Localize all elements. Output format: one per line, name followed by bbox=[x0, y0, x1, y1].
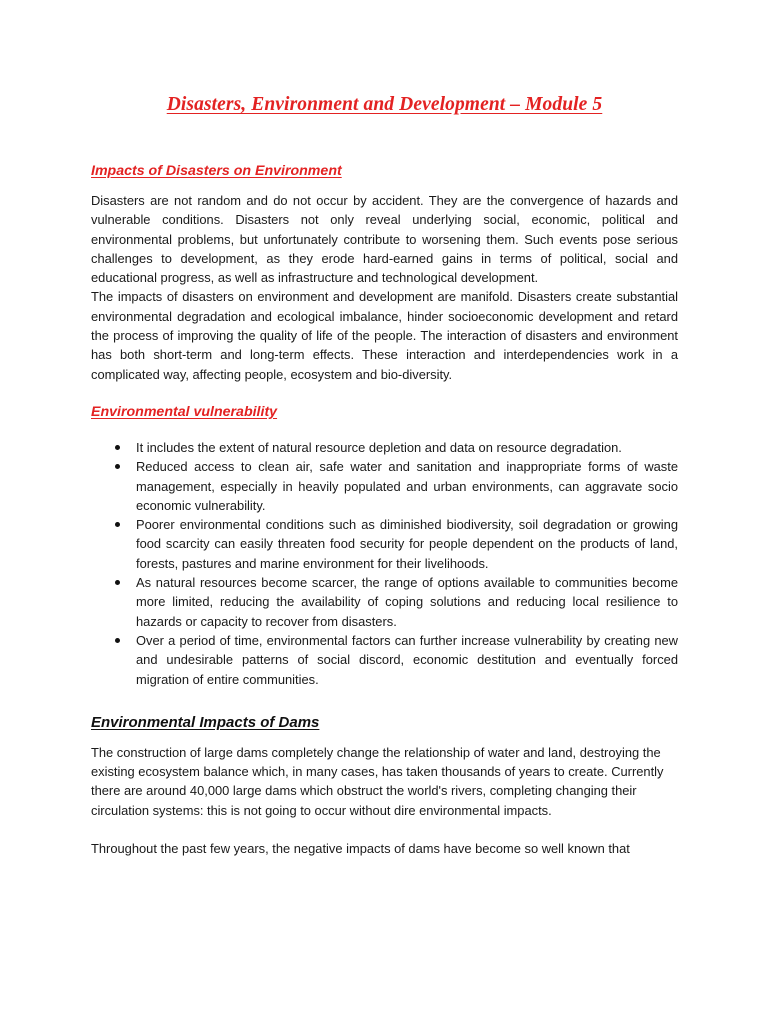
list-item-text: Over a period of time, environmental factors can further increase vulnerability by creating new and undesirable patterns of social discord, economic destitution and eventually forced migration of entire communities. bbox=[136, 632, 678, 687]
section-heading-vulnerability: Environmental vulnerability bbox=[91, 403, 278, 420]
bullet-icon bbox=[115, 464, 120, 469]
vulnerability-bullet-list bbox=[91, 438, 678, 689]
section-heading-dams: Environmental Impacts of Dams bbox=[91, 713, 320, 731]
list-item bbox=[91, 515, 678, 573]
section-heading-impacts: Impacts of Disasters on Environment bbox=[91, 163, 342, 179]
bullet-icon bbox=[115, 638, 120, 643]
list-item-text: Poorer environmental conditions such as diminished biodiversity, soil degradation or growing food scarcity can easily threaten food security for people dependent on the products of land, forests, pastures and marine environment for their livelihoods. bbox=[136, 517, 678, 571]
impacts-paragraph-2: The impacts of disasters on environment and development are manifold. Disasters create substantial environmental degradation and ecological imbalance, hinder socioeconomic development and retard the process of improving the quality of life of the people. The interaction of disasters and environment has both short-term and long-term effects. These interaction and interdependencies work in a complicated way, affecting people, ecosystem and bio-diversity. bbox=[91, 289, 678, 382]
list-item bbox=[91, 631, 678, 689]
bullet-icon bbox=[115, 580, 120, 585]
list-item bbox=[91, 438, 678, 457]
list-item-text: As natural resources become scarcer, the range of options available to communities become more limited, reducing the availability of coping solutions and reducing local resilience to hazards or capacity to recover from disasters. bbox=[136, 575, 678, 629]
list-item bbox=[91, 457, 678, 515]
dams-paragraph-1: The construction of large dams completely change the relationship of water and land, destroying the existing ecosystem balance which, in many cases, has taken thousands of years to create. Currently there are around 40,000 large dams which obstruct the world's rivers, completing changing their circulation systems: this is not going to occur without dire environmental impacts. bbox=[91, 744, 664, 818]
document-title: Disasters, Environment and Development – Module 5 bbox=[166, 94, 603, 115]
impacts-paragraph-1: Disasters are not random and do not occur by accident. They are the convergence of hazards and vulnerable conditions. Disasters not only reveal underlying social, economic, political and environmental problems, but unfortunately contribute to worsening them. Such events pose serious challenges to development, as they erode hard-earned gains in terms of political, social and educational progress, as well as infrastructure and technological development. bbox=[91, 193, 678, 286]
dams-paragraph-2: Throughout the past few years, the negative impacts of dams have become so well known that bbox=[91, 841, 630, 857]
bullet-icon bbox=[115, 445, 120, 450]
list-item-text: It includes the extent of natural resource depletion and data on resource degradation. bbox=[136, 439, 622, 455]
list-item-text: Reduced access to clean air, safe water and sanitation and inappropriate forms of waste management, especially in heavily populated and urban environments, can aggravate socio economic vulnerability. bbox=[136, 459, 678, 513]
list-item bbox=[91, 573, 678, 631]
bullet-icon bbox=[115, 522, 120, 527]
